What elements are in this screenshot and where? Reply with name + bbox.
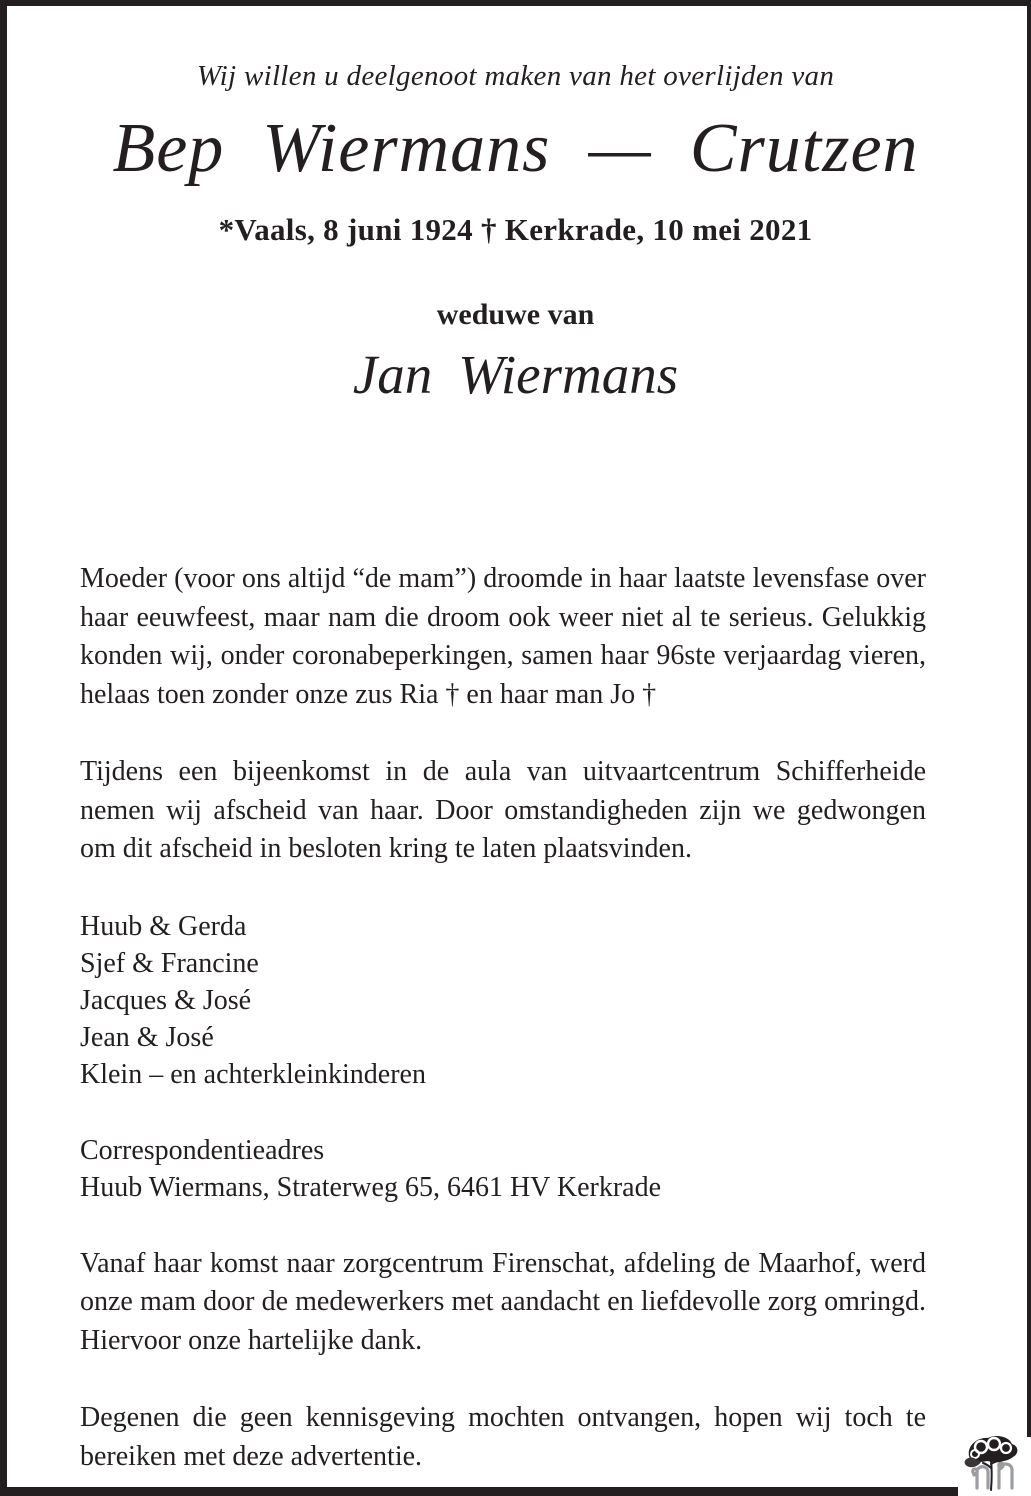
family-name-line: Jacques & José	[80, 984, 252, 1016]
paragraph-ceremony: Tijdens een bijeenkomst in de aula van uitvaartcentrum Schifferheide nemen wij afscheid van haar. Door omstandigheden zijn we gedwongen om dit afscheid in besloten kring te laten plaatsvinden.	[80, 756, 926, 864]
intro-line: Wij willen u deelgenoot maken van het overlijden van	[196, 60, 835, 92]
family-name-line: Jean & José	[80, 1021, 214, 1053]
tree-with-flowers-emblem-icon	[961, 1432, 1023, 1496]
paragraph-memory: Moeder (voor ons altijd “de mam”) droomde in haar laatste levensfase over haar eeuwfeest, maar nam die droom ook weer niet al te serieus. Gelukkig konden wij, onder coronabeperkingen, samen haar 96ste verjaardag vieren, helaas toen zonder onze zus Ria † en haar man Jo †	[80, 563, 926, 710]
correspondence-address: Huub Wiermans, Straterweg 65, 6461 HV Kerkrade	[80, 1171, 662, 1203]
announcement-body	[80, 560, 926, 1476]
correspondence-label: Correspondentieadres	[80, 1134, 325, 1166]
correspondence-block	[80, 1132, 926, 1206]
deceased-name: Bep Wiermans — Crutzen	[112, 110, 919, 187]
family-name-line: Sjef & Francine	[80, 947, 259, 979]
frame-border-bottom	[0, 1487, 958, 1496]
family-name-line: Klein – en achterkleinkinderen	[80, 1058, 426, 1090]
paragraph-thanks: Vanaf haar komst naar zorgcentrum Firenschat, afdeling de Maarhof, werd onze mam door de medewerkers met aandacht en liefdevolle zorg omringd. Hiervoor onze hartelijke dank.	[80, 1247, 926, 1356]
birth-death-dates: *Vaals, 8 juni 1924 † Kerkrade, 10 mei 2021	[218, 211, 813, 247]
family-names-list	[80, 908, 926, 1093]
paragraph-closing: Degenen die geen kennisgeving mochten ontvangen, hopen wij toch te bereiken met deze advertentie.	[80, 1402, 926, 1472]
widow-of-label: weduwe van	[436, 297, 595, 331]
spouse-name: Jan Wiermans	[352, 343, 679, 405]
family-name-line: Huub & Gerda	[80, 910, 247, 942]
